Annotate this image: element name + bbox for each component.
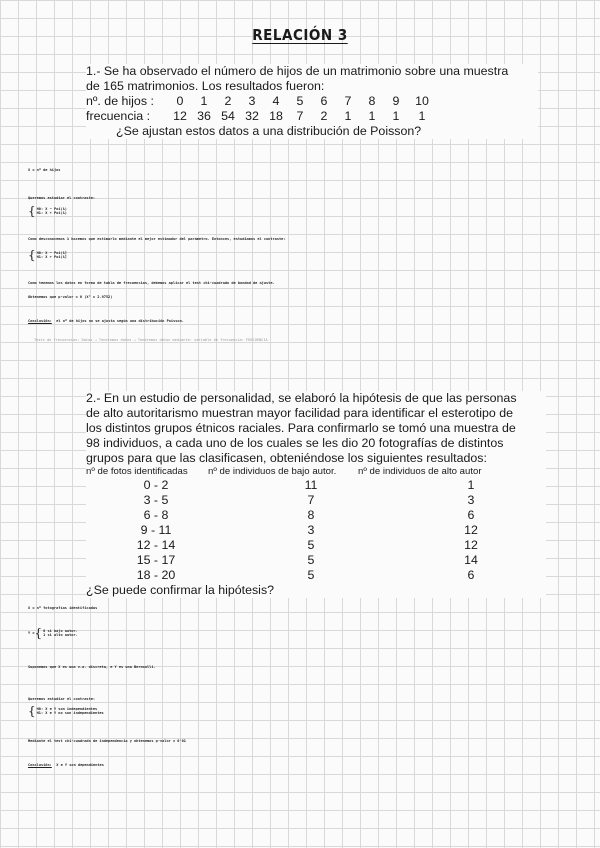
hijos-value: 6 [320, 94, 328, 108]
cell-fotos: 3 - 5 [143, 493, 169, 507]
table-header [86, 466, 546, 478]
brace-icon: { [28, 704, 36, 718]
table-row [86, 553, 546, 568]
hypothesis-alt: H1: X e Y no son independientes [36, 711, 104, 715]
note-contrast-intro-2: Queremos estudiar el contraste: [28, 697, 96, 701]
note-assumption: Suponemos que X es una v.a. discreta, e Y es una Bernoulli. [28, 665, 156, 669]
cell-bajo: 3 [307, 523, 315, 537]
cell-fotos: 0 - 2 [143, 478, 169, 492]
table-row [86, 478, 546, 493]
hijos-value: 7 [344, 94, 352, 108]
note-variable-x: X = nº fotografías identificadas [28, 606, 98, 610]
variable-y-label: Y = [28, 630, 35, 635]
cell-fotos: 15 - 17 [136, 553, 176, 567]
table-row [86, 568, 546, 583]
cell-alto: 12 [464, 523, 478, 537]
hijos-value: 2 [224, 94, 232, 108]
column-header-alto: nº de individuos de alto autor [358, 466, 482, 477]
note-test: Como tenemos los datos en forma de tabla de frecuencias, debemos aplicar el test chi-cuadrado de bondad de ajuste. [28, 281, 275, 285]
note-test-2: Mediante el test chi-cuadrado de independencia y obtenemos p-valor = 0'01 [28, 739, 186, 743]
column-header-fotos: nº de fotos identificadas [86, 466, 188, 477]
hijos-value: 8 [368, 94, 376, 108]
problem-2-line: 2.- En un estudio de personalidad, se elaboró la hipótesis de que las personas [86, 391, 517, 405]
problem-1-line-2: de 165 matrimonios. Los resultados fueron: [86, 79, 325, 93]
cell-alto: 3 [467, 493, 475, 507]
problem-1-line-1: 1.- Se ha observado el número de hijos de un matrimonio sobre una muestra [86, 64, 509, 78]
variable-y-option: 0 si bajo autor. [43, 628, 78, 633]
frecuencia-value: 2 [320, 109, 328, 123]
note-conclusion [28, 309, 184, 327]
hypothesis-block-2 [28, 250, 67, 260]
variable-y-block [28, 628, 78, 638]
brace-icon: { [28, 204, 36, 218]
cell-fotos: 9 - 11 [140, 523, 172, 537]
note-software-path: Tests de frecuencias: Datos → Tendremos datos → Tendremos datos mediante: variable de frecuencia: FRECUENCIA [34, 338, 268, 342]
hijos-label: nº. de hijos : [86, 94, 154, 108]
frecuencia-value: 12 [173, 109, 187, 123]
frecuencia-value: 36 [197, 109, 211, 123]
cell-alto: 6 [467, 508, 475, 522]
cell-alto: 1 [467, 478, 475, 492]
problem-2-line: los distintos grupos étnicos raciales. Para confirmarlo se tomó una muestra de [86, 421, 516, 435]
brace-icon: { [28, 248, 36, 262]
hypothesis-null: H0: X ~ Poi(λ̂) [36, 250, 67, 255]
cell-fotos: 18 - 20 [136, 568, 176, 582]
frecuencia-value: 32 [245, 109, 259, 123]
table-row [86, 508, 546, 523]
frecuencia-value: 18 [269, 109, 283, 123]
hypothesis-null: H0: X e Y son independientes [36, 706, 98, 711]
cell-bajo: 11 [304, 478, 318, 492]
frecuencia-value: 54 [221, 109, 235, 123]
hijos-value: 1 [200, 94, 208, 108]
column-header-bajo: nº de individuos de bajo autor. [208, 466, 337, 477]
frecuencia-label: frecuencia : [86, 109, 151, 123]
hijos-value: 4 [272, 94, 280, 108]
table-row [86, 538, 546, 553]
results-table [86, 466, 546, 583]
cell-bajo: 8 [307, 508, 315, 522]
frecuencia-value: 1 [392, 109, 400, 123]
hijos-row [86, 94, 538, 109]
table-row [86, 493, 546, 508]
frecuencia-row [86, 109, 538, 124]
hijos-value: 3 [248, 94, 256, 108]
cell-alto: 14 [464, 553, 478, 567]
hypothesis-block-3 [28, 706, 104, 716]
hypothesis-null: H0: X ~ Poi(λ) [36, 206, 67, 211]
hypothesis-alt: H1: X ≁ Poi(λ) [36, 211, 67, 215]
cell-bajo: 5 [307, 538, 315, 552]
hijos-values [168, 94, 436, 109]
frecuencia-value: 7 [296, 109, 304, 123]
hypothesis-alt: H1: X ≁ Poi(λ̂) [36, 255, 67, 259]
hijos-value: 9 [392, 94, 400, 108]
cell-alto: 12 [464, 538, 478, 552]
conclusion-text: el nº de hijos no se ajusta según una distribución Poisson. [56, 319, 184, 323]
note-contrast-intro: Queremos estudiar el contraste: [28, 196, 96, 200]
cell-bajo: 5 [307, 553, 315, 567]
cell-fotos: 12 - 14 [136, 538, 176, 552]
frecuencia-value: 1 [368, 109, 376, 123]
cell-bajo: 7 [307, 493, 315, 507]
problem-2-line: 98 individuos, a cada uno de los cuales se les dio 20 fotografías de distintos [86, 436, 504, 450]
note-pvalue: Obtenemos que p-valor = 0 (X² = 2.9752) [28, 295, 113, 299]
problem-1 [86, 64, 538, 139]
note-conclusion-2 [28, 753, 104, 771]
hijos-value: 5 [296, 94, 304, 108]
hijos-value: 0 [176, 94, 184, 108]
frecuencia-values [168, 109, 436, 124]
problem-1-question: ¿Se ajustan estos datos a una distribución de Poisson? [116, 124, 422, 138]
conclusion-label: Conclusión: [28, 319, 52, 323]
note-variable: X = nº de hijos [28, 168, 61, 172]
problem-2 [86, 391, 546, 598]
conclusion-text: X e Y son dependientes [56, 763, 104, 767]
table-row [86, 523, 546, 538]
hypothesis-block-1 [28, 206, 67, 216]
frecuencia-value: 1 [418, 109, 426, 123]
note-estimate: Como desconocemos λ hacemos que estimarlo mediante el mejor estimador del parámetro. Entonces, estudiamos el contraste: [28, 237, 286, 241]
cell-bajo: 5 [307, 568, 315, 582]
hijos-value: 10 [415, 94, 429, 108]
page-title: RELACIÓN 3 [252, 26, 348, 44]
cell-fotos: 6 - 8 [143, 508, 169, 522]
variable-y-option: 1 si alto autor. [43, 633, 78, 637]
problem-2-question: ¿Se puede confirmar la hipótesis? [86, 583, 546, 598]
problem-2-line: grupos para que las clasificasen, obteniéndose los siguientes resultados: [86, 451, 487, 465]
frecuencia-value: 1 [344, 109, 352, 123]
conclusion-label: Conclusión: [28, 763, 52, 767]
brace-icon: { [34, 626, 43, 640]
cell-alto: 6 [467, 568, 475, 582]
problem-2-line: de alto autoritarismo muestran mayor facilidad para identificar el esterotipo de [86, 406, 514, 420]
problem-2-statement [86, 391, 546, 466]
